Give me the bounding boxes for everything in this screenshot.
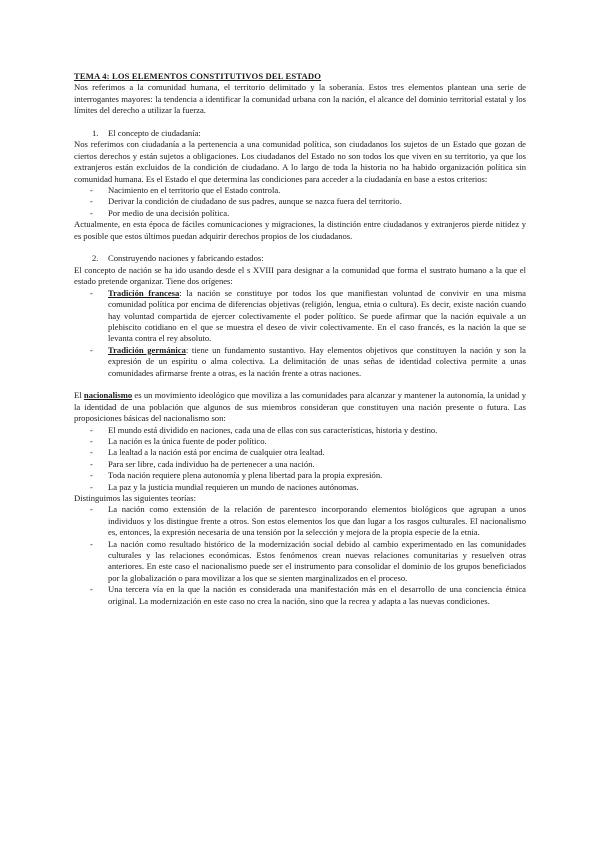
section-1-number: 1. [92,128,99,139]
intro-paragraph: Nos referimos a la comunidad humana, el territorio delimitado y la soberanía. Estos tres elementos plantean una serie de interrogantes mayores: la tendencia a identificar la comunidad urbana con la nación, el alcance del dominio territorial estatal y los límites del derecho a utilizar la fuerza. [74,82,526,116]
section-1-after-paragraph: Actualmente, en esta época de fáciles comunicaciones y migraciones, la distinción entre ciudadanos y extranjeros pierde nitidez y es posible que estos últimos puedan adquirir derechos propios de los ciudadanos. [74,219,526,241]
term-french-tradition: Tradición francesa [108,287,180,298]
nation-origins-list [74,288,526,379]
section-2-paragraph: El concepto de nación se ha ido usando desde el s XVIII para designar a la comunidad que forma el sustrato humano a la que el estado pretende organizar. Tiene dos orígenes: [74,264,526,287]
section-1-paragraph: Nos referimos con ciudadanía a la pertenencia a una comunidad política, son ciudadanos los sujetos de un Estado que gozan de ciertos derechos y están sujetos a obligaciones. Los ciudadanos del Estado no son todos los que viven en su territorio, ya que los extranjeros están excluidos de la condición de ciudadano. A lo largo de toda la historia no ha habido organización política sin comunidad humana. Es el Estado el que determina las condiciones para acceder a la ciudadanía en base a estos criterios: [74,139,526,184]
nationalism-propositions-list [74,425,526,493]
section-2-number: 2. [92,253,99,264]
document-title: TEMA 4: LOS ELEMENTOS CONSTITUTIVOS DEL ESTADO [74,71,322,81]
section-2-heading [74,253,526,264]
list-item: - La nación es la única fuente de poder político. [90,435,267,446]
nationalism-paragraph: El nacionalismo es un movimiento ideológico que moviliza a las comunidades para alcanzar y mantener la autonomía, la unidad y la identidad de una población que algunos de sus miembros consideran que constituyen una nación presente o futura. Las proposiciones básicas del nacionalismo son: [74,390,526,424]
list-item: - La paz y la justicia mundial requieren un mundo de naciones autónomas. [90,481,359,492]
list-item: - Tradición germánica: tiene un fundamento sustantivo. Hay elementos objetivos que constituyen la nación y son la expresión de un espíritu o alma colectiva. La delimitación de unas señas de identidad colectiva permite a unas comunidades afirmarse frente a otras, es la nación frente a otras naciones. [90,344,526,378]
list-item: - Nacimiento en el territorio que el Estado controla. [90,185,281,196]
list-item: - La nación como resultado histórico de la modernización social debido al cambio experimentado en las comunidades culturales y las relaciones económicas. Estos fenómenos crean nuevas relaciones comunitarias y resuelven otras anteriores. En este caso el nacionalismo puede ser el instrumento para consolidar el dominio de los grupos beneficiados por la globalización o para movilizar a los que se sienten marginalizados en el proceso. [90,538,526,583]
term-nationalism: nacionalismo [83,390,133,401]
list-item: - La lealtad a la nación está por encima de cualquier otra lealtad. [90,447,325,458]
list-item: - El mundo está dividido en naciones, cada una de ellas con sus características, historia y destino. [90,424,438,435]
citizenship-criteria-list [74,185,526,219]
section-1-title: El concepto de ciudadanía: [108,128,201,139]
list-item: - La nación como extensión de la relación de parentesco incorporando elementos biológicos que agrupan a unos individuos y los distingue frente a otros. Son estos elementos los que dan lugar a los rasgos culturales. El nacionalismo es, entonces, la expresión necesaria de una tensión por la selección y mejora de la propia especie de la etnia. [90,504,526,538]
list-item: - Una tercera vía en la que la nación es considerada una manifestación más en el desarrollo de una conciencia étnica original. La modernización en este caso no crea la nación, sino que la recrea y adapta a las nuevas condiciones. [90,584,526,606]
document-body [74,71,526,607]
nationalism-theories-list [74,504,526,607]
section-1-heading [74,128,526,139]
list-item: - Por medio de una decisión política. [90,207,230,218]
list-item: - Para ser libre, cada individuo ha de pertenecer a una nación. [90,458,315,469]
list-item: - Derivar la condición de ciudadano de sus padres, aunque se nazca fuera del territorio. [90,196,402,207]
list-item: - Toda nación requiere plena autonomía y plena libertad para la propia expresión. [90,470,383,481]
list-item: - Tradición francesa: la nación se constituye por todos los que manifiestan voluntad de convivir en una misma comunidad política por encima de diferencias objetivas (religión, lengua, etnia o cultura). Es decir, existe nación cuando hay voluntad compartida de ejercer colectivamente el poder político. Se puede afirmar que la nación equivale a un plebiscito cotidiano en el que se muestra el deseo de vivir colectivamente. En el caso francés, es la nación la que se levanta contra el rey absoluto. [90,287,526,344]
term-germanic-tradition: Tradición germánica [108,344,186,355]
theories-intro: Distinguimos las siguientes teorías: [74,492,196,503]
section-2-title: Construyendo naciones y fabricando estados: [108,253,264,264]
